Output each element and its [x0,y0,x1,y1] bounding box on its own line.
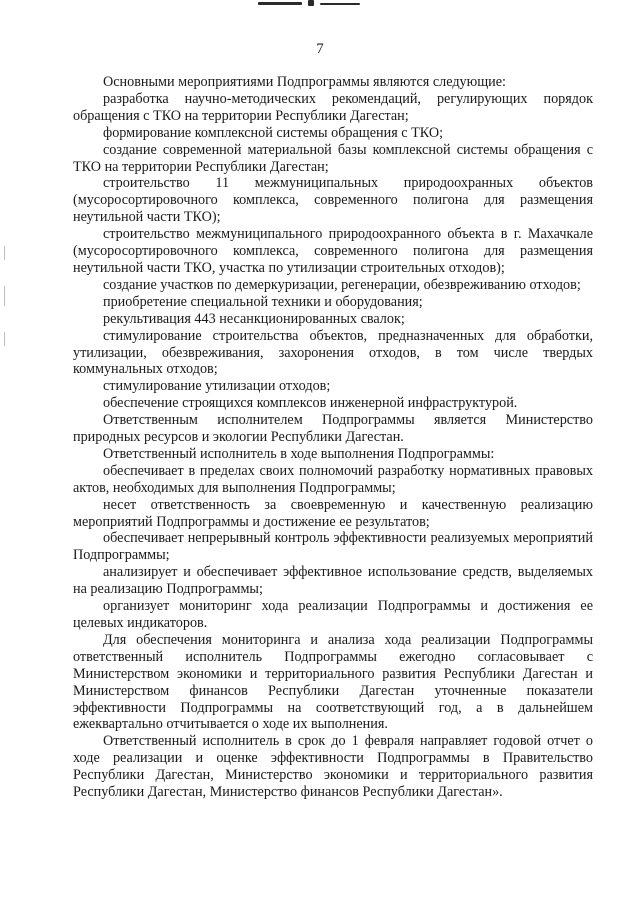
paragraph: обеспечение строящихся комплексов инженерной инфраструктурой. [103,395,518,412]
paragraph: анализирует и обеспечивает эффективное использование средств, выделяемых на реализацию Подпрограммы; [73,564,593,598]
paragraph: приобретение специальной техники и оборудования; [103,293,423,310]
paragraph: создание современной материальной базы комплексной системы обращения с ТКО на территории Республики Дагестан; [73,141,593,175]
paragraph: Ответственный исполнитель в срок до 1 февраля направляет годовой отчет о ходе реализации и оценке эффективности Подпрограммы в Правительство Республики Дагестан, Министерство экономики и территориального развития Республики Дагестан, Министерство финансов Республики Дагестан». [73,733,593,801]
paragraph: разработка научно-методических рекомендаций, регулирующих порядок обращения с ТКО на территории Республики Дагестан; [73,90,593,124]
paragraph: организует мониторинг хода реализации Подпрограммы и достижения ее целевых индикаторов. [73,598,593,631]
paragraph: Основными мероприятиями Подпрограммы являются следующие: [103,74,506,90]
page-number: 7 [316,41,324,57]
paragraph: рекультивация 443 несанкционированных свалок; [103,310,405,327]
paragraph: строительство межмуниципального природоохранного объекта в г. Махачкале (мусоросортировочного комплекса, современного полигона для размещения неутильной части ТКО, участка по утилизации строительных отходов); [73,226,593,276]
paragraph: обеспечивает непрерывный контроль эффективности реализуемых мероприятий Подпрограммы; [73,530,593,564]
paragraph: обеспечивает в пределах своих полномочий разработку нормативных правовых актов, необходимых для выполнения Подпрограммы; [73,462,593,496]
paragraph: формирование комплексной системы обращения с ТКО; [103,124,444,141]
scan-margin-mark [4,286,5,306]
paragraph: стимулирование утилизации отходов; [103,378,331,395]
paragraph: несет ответственность за своевременную и качественную реализацию мероприятий Подпрограммы и достижение ее результатов; [73,496,593,530]
paragraph: Ответственным исполнителем Подпрограммы является Министерство природных ресурсов и экологии Республики Дагестан. [73,412,593,446]
paragraph: стимулирование строительства объектов, предназначенных для обработки, утилизации, обезвреживания, захоронения отходов, в том числе твердых коммунальных отходов; [73,327,593,378]
scan-margin-mark [4,332,5,346]
scan-artifact-top [258,0,368,8]
document-body [73,74,593,801]
scan-margin-mark [4,246,5,260]
paragraph: Ответственный исполнитель в ходе выполнения Подпрограммы: [103,445,495,462]
paragraph: создание участков по демеркуризации, регенерации, обезвреживанию отходов; [103,276,581,293]
paragraph: Для обеспечения мониторинга и анализа хода реализации Подпрограммы ответственный исполнитель Подпрограммы ежегодно согласовывает с Министерством экономики и территориального развития Республики Дагестан и Министерством финансов Республики Дагестан уточненные показатели эффективности Подпрограммы на соответствующий год, а в дальнейшем ежеквартально отчитывается о ходе их выполнения. [73,631,593,733]
paragraph: строительство 11 межмуниципальных природоохранных объектов (мусоросортировочного комплекса, современного полигона для размещения неутильной части ТКО); [73,175,593,226]
